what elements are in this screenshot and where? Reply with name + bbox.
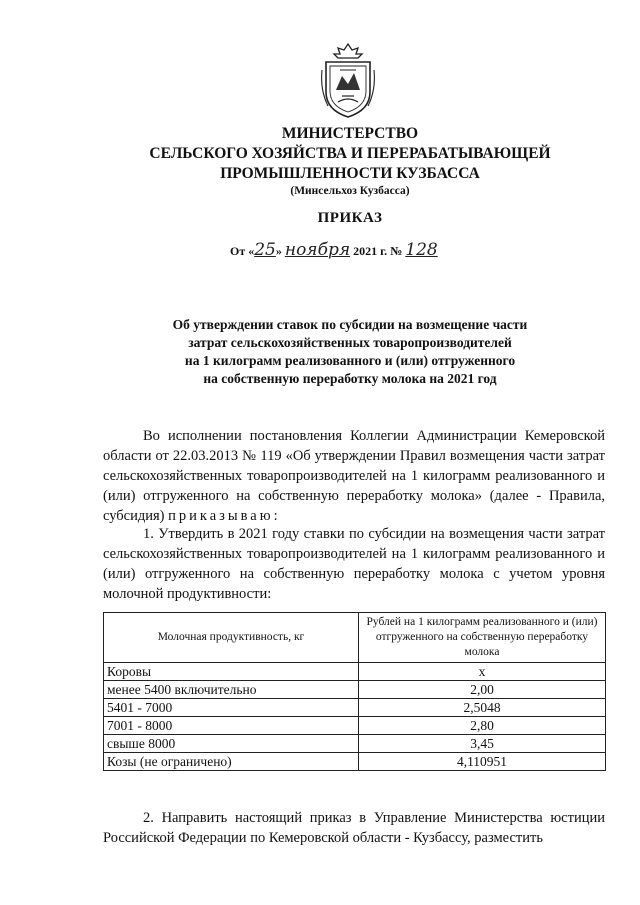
order-subject: [100, 316, 600, 388]
header-productivity: Молочная продуктивность, кг: [104, 613, 359, 663]
number-sign: №: [390, 244, 403, 258]
table-row: [104, 663, 606, 681]
subject-line-4: на собственную переработку молока на 2021 год: [203, 371, 497, 386]
row-rate: 2,5048: [359, 699, 606, 717]
document-type: ПРИКАЗ: [317, 210, 383, 226]
ministry-short-name: (Минсельхоз Кузбасса): [290, 185, 410, 197]
row-rate: 3,45: [359, 735, 606, 753]
preamble-text: Во исполнении постановления Коллегии Администрации Кемеровской области от 22.03.2013 № 119 «Об утверждении Правил возмещения части затрат сельскохозяйственных товаропроизводителей на 1 килограмм реализованного и (или) отгруженного на собственную переработку молока» (далее - Правила, субсидия): [103, 428, 605, 524]
row-category: 7001 - 8000: [104, 717, 359, 735]
rates-table: [103, 612, 606, 771]
ministry-line-2: СЕЛЬСКОГО ХОЗЯЙСТВА И ПЕРЕРАБАТЫВАЮЩЕЙ: [149, 145, 551, 162]
subject-line-2: затрат сельскохозяйственных товаропроизводителей: [188, 335, 512, 350]
row-category: Козы (не ограничено): [104, 753, 359, 771]
order-number: 128: [405, 240, 438, 260]
date-day: 25: [254, 240, 276, 260]
ministry-title: [100, 124, 600, 184]
row-rate: x: [359, 663, 606, 681]
row-category: 5401 - 7000: [104, 699, 359, 717]
ministry-line-1: МИНИСТЕРСТВО: [281, 125, 419, 142]
date-prefix: От: [230, 244, 246, 258]
row-rate: 2,00: [359, 681, 606, 699]
row-rate: 2,80: [359, 717, 606, 735]
paragraph-clause-1: 1. Утвердить в 2021 году ставки по субсидии на возмещения части затрат сельскохозяйственных товаропроизводителей на 1 килограмм реализованного и (или) отгруженного на собственную переработку молока с учетом уровня молочной продуктивности:: [103, 526, 605, 602]
row-rate: 4,110951: [359, 753, 606, 771]
table-header-row: [104, 613, 606, 663]
order-keyword: приказываю:: [168, 508, 281, 524]
subject-line-1: Об утверждении ставок по субсидии на возмещение части: [172, 317, 528, 332]
table-row: [104, 717, 606, 735]
row-category: Коровы: [104, 663, 359, 681]
paragraph-preamble: [103, 426, 605, 526]
table-row: [104, 753, 606, 771]
row-category: менее 5400 включительно: [104, 681, 359, 699]
paragraph-clause-2: 2. Направить настоящий приказ в Управление Министерства юстиции Российской Федерации по Кемеровской области - Кузбассу, разместить: [103, 810, 605, 846]
table-row: [104, 681, 606, 699]
date-year: 2021 г.: [353, 244, 388, 258]
header-rate: Рублей на 1 килограмм реализованного и (или) отгруженного на собственную переработку молока: [359, 613, 606, 663]
order-date-line: [230, 240, 438, 260]
kuzbass-coat-of-arms-icon: [316, 40, 380, 120]
date-close-quote: »: [275, 244, 282, 258]
table-row: [104, 735, 606, 753]
ministry-line-3: ПРОМЫШЛЕННОСТИ КУЗБАССА: [220, 165, 480, 182]
table-row: [104, 699, 606, 717]
subject-line-3: на 1 килограмм реализованного и (или) отгруженного: [184, 353, 516, 368]
date-open-quote: «: [248, 244, 255, 258]
row-category: свыше 8000: [104, 735, 359, 753]
date-month: ноября: [284, 240, 351, 260]
